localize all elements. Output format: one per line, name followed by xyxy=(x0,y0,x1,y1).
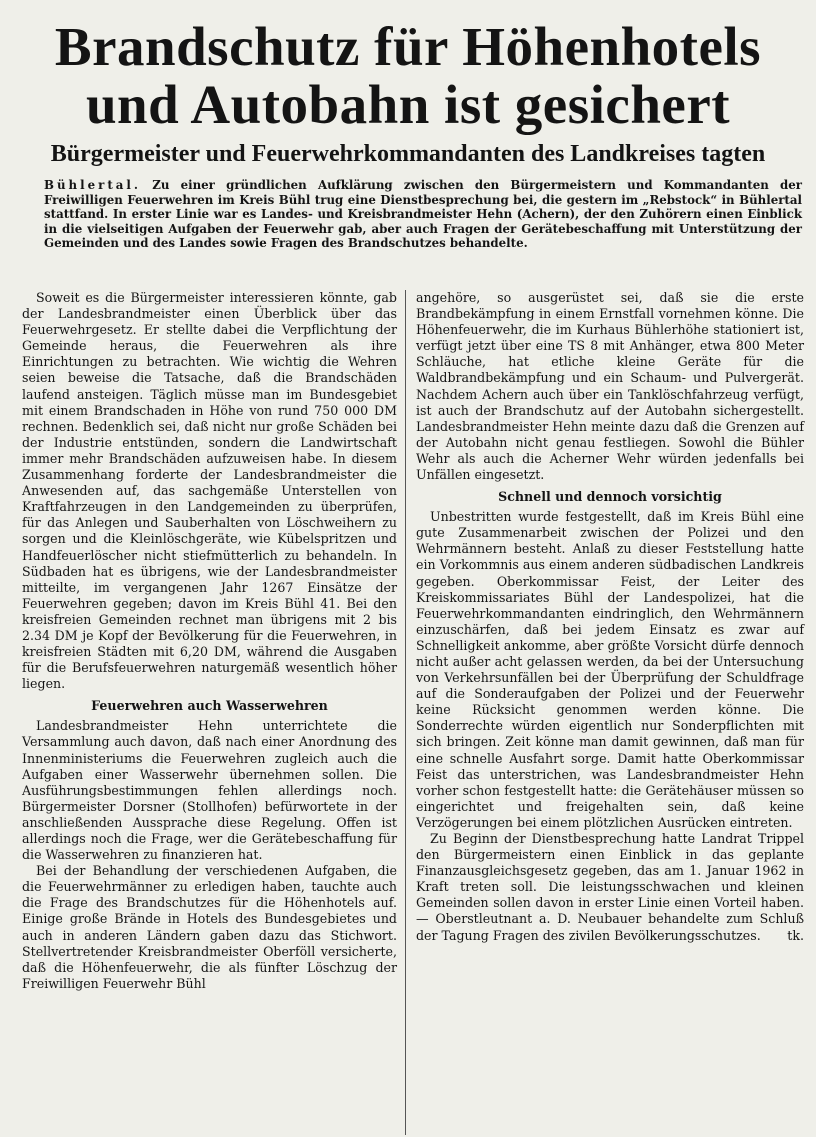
left-section-heading: Feuerwehren auch Wasserwehren xyxy=(91,698,328,714)
right-paragraph-2: Unbestritten wurde festgestellt, daß im Kreis Bühl eine gute Zusammenarbeit zwischen der Polizei und den Wehrmännern besteht. Anlaß zu dieser Feststellung hatte ein Vorkommnis aus einem anderen südbadischen Landkreis gegeben. Oberkommissar Feist, der Leiter des Kreiskommissariates Bühl der Landespolizei, hat die Feuerwehrkommandanten eindringlich, den Wehrmännern einzuschärfen, daß bei jedem Einsatz es zwar auf Schnelligkeit ankomme, aber größte Vorsicht dürfe dennoch nicht außer acht gelassen werden, da bei der Untersuchung von Verkehrsunfällen bei der Überprüfung der Schuldfrage auf die Sonderaufgaben der Polizei und der Feuerwehr keine Rücksicht genommen werden könne. Die Sonderrechte würden eigentlich nur Sonderpflichten mit sich bringen. Zeit könne man damit gewinnen, daß man für eine schnelle Ausfahrt sorge. Damit hatte Oberkommissar Feist das unterstrichen, was Landesbrandmeister Hehn vorher schon festgestellt hatte: die Gerätehäuser müssen so eingerichtet und freigehalten sein, daß keine Verzögerungen bei einem plötzlichen Ausrücken eintreten. xyxy=(416,509,804,830)
headline xyxy=(10,18,806,134)
subheadline: Bürgermeister und Feuerwehrkommandanten des Landkreises tagten xyxy=(50,141,766,167)
right-paragraph-3 xyxy=(416,831,804,944)
left-paragraph-1: Soweit es die Bürgermeister interessieren könnte, gab der Landesbrandmeister einen Überblick über das Feuerwehrgesetz. Er stellte dabei die Verpflichtung der Gemeinde heraus, die Feuerwehren als ihre Einrichtungen zu betrachten. Wie wichtig die Wehren seien beweise die Tatsache, daß die Brandschäden laufend ansteigen. Täglich müsse man im Bundesgebiet mit einem Brandschaden in Höhe von rund 750 000 DM rechnen. Bedenklich sei, daß nicht nur große Schäden bei der Industrie entstünden, sondern die Landwirtschaft immer mehr Brandschäden aufzuweisen habe. In diesem Zusammenhang forderte der Landesbrandmeister die Anwesenden auf, das sachgemäße Unterstellen von Kraftfahrzeugen in den Landgemeinden zu überprüfen, für das Anlegen und Sauberhalten von Löschweihern zu sorgen und die Kleinlöschgeräte, wie Kübelspritzen und Handfeuerlöscher nicht stiefmütterlich zu behandeln. In Südbaden hat es übrigens, wie der Landesbrandmeister mitteilte, im vergangenen Jahr 1267 Einsätze der Feuerwehren gegeben; davon im Kreis Bühl 41. Bei den kreisfreien Gemeinden rechnet man übrigens mit 2 bis 2.34 DM je Kopf der Bevölkerung für die Feuerwehren, in kreisfreien Städten mit 6,20 DM, während die Ausgaben für die Berufsfeuerwehren naturgemäß wesentlich höher liegen. xyxy=(22,290,397,692)
author-signature: tk. xyxy=(787,927,804,943)
left-column xyxy=(22,290,397,992)
lead-dateline: Bühlertal. xyxy=(44,178,142,192)
right-column xyxy=(416,290,804,944)
right-paragraph-1: angehöre, so ausgerüstet sei, daß sie die erste Brandbekämpfung in einem Ernstfall vornehmen könne. Die Höhenfeuerwehr, die im Kurhaus Bühlerhöhe stationiert ist, verfügt jetzt über eine TS 8 mit Anhänger, etwa 800 Meter Schläuche, hat etliche kleine Geräte für die Waldbrandbekämpfung und ein Schaum- und Pulvergerät. Nachdem Achern auch über ein Tanklöschfahrzeug verfügt, ist auch der Brandschutz auf der Autobahn sichergestellt. Landesbrandmeister Hehn meinte dazu daß die Grenzen auf der Autobahn nicht genau festliegen. Sowohl die Bühler Wehr als auch die Acherner Wehr würden jedenfalls bei Unfällen eingesetzt. xyxy=(416,290,804,483)
lead-text: Zu einer gründlichen Aufklärung zwischen den Bürgermeistern und Kommandanten der Freiwilligen Feuerwehren im Kreis Bühl trug eine Dienstbesprechung bei, die gestern im „Rebstock“ in Bühlertal stattfand. In erster Linie war es Landes- und Kreisbrandmeister Hehn (Achern), der den Zuhörern einen Einblick in die vielseitigen Aufgaben der Feuerwehr gab, aber auch Fragen der Gerätebeschaffung mit Unterstützung der Gemeinden und des Landes sowie Fragen des Brandschutzes behandelte. xyxy=(44,178,802,251)
lead-paragraph xyxy=(44,178,802,251)
column-divider xyxy=(405,290,406,1135)
left-paragraph-3: Bei der Behandlung der verschiedenen Aufgaben, die die Feuerwehrmänner zu erledigen haben, tauchte auch die Frage des Brandschutzes für die Höhenhotels auf. Einige große Brände in Hotels des Bundesgebietes und auch in anderen Ländern gaben dazu das Stichwort. Stellvertretender Kreisbrandmeister Oberföll versicherte, daß die Höhenfeuerwehr, die als fünfter Löschzug der Freiwilligen Feuerwehr Bühl xyxy=(22,863,397,991)
right-paragraph-3-text: Zu Beginn der Dienstbesprechung hatte Landrat Trippel den Bürgermeistern einen Einblick in das geplante Finanzausgleichsgesetz gegeben, das am 1. Januar 1962 in Kraft treten soll. Die leistungsschwachen und kleinen Gemeinden sollen davon in erster Linie einen Vorteil haben. — Oberstleutnant a. D. Neubauer behandelte zum Schluß der Tagung Fragen des zivilen Bevölkerungsschutzes. xyxy=(416,831,804,943)
left-paragraph-2: Landesbrandmeister Hehn unterrichtete die Versammlung auch davon, daß nach einer Anordnung des Innenministeriums die Feuerwehren zugleich auch die Aufgaben einer Wasserwehr übernehmen sollen. Die Ausführungsbestimmungen fehlen allerdings noch. Bürgermeister Dorsner (Stollhofen) befürwortete in der anschließenden Aussprache diese Regelung. Offen ist allerdings noch die Frage, wer die Gerätebeschaffung für die Wasserwehren zu finanzieren hat. xyxy=(22,718,397,863)
right-section-heading: Schnell und dennoch vorsichtig xyxy=(498,489,722,505)
headline-line-1: Brandschutz für Höhenhotels xyxy=(54,16,762,77)
headline-line-2: und Autobahn ist gesichert xyxy=(85,74,731,135)
